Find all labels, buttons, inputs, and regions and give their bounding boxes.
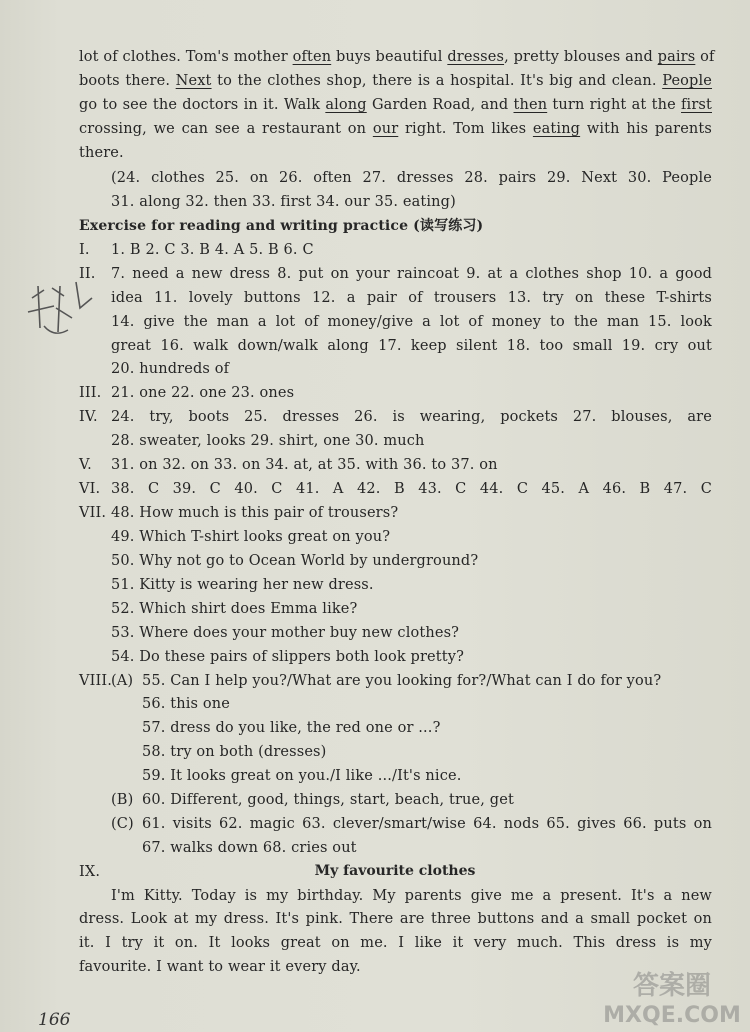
section-II-line-2: idea 11. lovely buttons 12. a pair of trousers 13. try on these T-shirts	[111, 290, 712, 306]
composition-line-1: I'm Kitty. Today is my birthday. My parents give me a present. It's a new	[111, 888, 712, 904]
section-VII-line-7: 54. Do these pairs of slippers both look pretty?	[111, 649, 464, 665]
composition-title: My favourite clothes	[314, 863, 476, 879]
section-VIII-a-line-1: 55. Can I help you?/What are you looking for?/What can I do for you?	[142, 673, 662, 689]
section-II-line-5: 20. hundreds of	[111, 361, 230, 377]
section-V-num: V.	[79, 457, 92, 473]
passage-line-1: lot of clothes. Tom's mother often buys beautiful dresses, pretty blouses and pairs of	[79, 49, 715, 65]
section-VIII-a-line-4: 58. try on both (dresses)	[142, 744, 327, 760]
composition-line-2: dress. Look at my dress. It's pink. There are three buttons and a small pocket on	[79, 911, 712, 927]
section-VII-line-2: 49. Which T-shirt looks great on you?	[111, 529, 391, 545]
passage-line-5: there.	[79, 145, 124, 161]
composition-line-3: it. I try it on. It looks great on me. I like it very much. This dress is my	[79, 935, 712, 951]
page-number: 166	[38, 1010, 71, 1030]
section-VII-line-4: 51. Kitty is wearing her new dress.	[111, 577, 374, 593]
section-IX-num: IX.	[79, 864, 101, 880]
section-I	[79, 241, 712, 259]
section-VI-num: VI.	[79, 481, 101, 497]
svg-text:MXQE.COM: MXQE.COM	[603, 1003, 741, 1028]
section-IV-num: IV.	[79, 409, 98, 425]
section-II-line-1: 7. need a new dress 8. put on your raincoat 9. at a clothes shop 10. a good	[111, 266, 712, 282]
section-III-num: III.	[79, 385, 102, 401]
section-V-answers: 31. on 32. on 33. on 34. at, at 35. with 36. to 37. on	[111, 457, 498, 473]
exercise-heading: Exercise for reading and writing practice (读写练习)	[79, 218, 484, 234]
section-number: I.	[79, 242, 90, 258]
site-watermark-logo	[602, 966, 742, 1028]
section-VIII-a-line-2: 56. this one	[142, 696, 230, 712]
section-VIII-b-text: 60. Different, good, things, start, beach, true, get	[142, 792, 514, 808]
section-answers: 1. B 2. C 3. B 4. A 5. B 6. C	[111, 242, 314, 258]
section-VII-line-3: 50. Why not go to Ocean World by underground?	[111, 553, 479, 569]
section-VII-line-6: 53. Where does your mother buy new clothes?	[111, 625, 460, 641]
section-VII-num: VII.	[79, 505, 107, 521]
section-VIII-c-line-2: 67. walks down 68. cries out	[142, 840, 357, 856]
section-II-line-3: 14. give the man a lot of money/give a lot of money to the man 15. look	[111, 314, 712, 330]
section-VIII-b-label: (B)	[111, 792, 134, 808]
section-VIII-num: VIII.	[79, 673, 113, 689]
section-VIII-c-line-1: 61. visits 62. magic 63. clever/smart/wise 64. nods 65. gives 66. puts on	[142, 816, 712, 832]
section-VIII-a-label: (A)	[111, 673, 134, 689]
section-VII-line-5: 52. Which shirt does Emma like?	[111, 601, 358, 617]
passage-line-3: go to see the doctors in it. Walk along Garden Road, and then turn right at the first	[79, 97, 712, 113]
passage-line-2: boots there. Next to the clothes shop, there is a hospital. It's big and clean. People	[79, 73, 713, 89]
section-VI-answers: 38. C 39. C 40. C 41. A 42. B 43. C 44. C 45. A 46. B 47. C	[111, 481, 712, 497]
answers-top-line-1: (24. clothes 25. on 26. often 27. dresses 28. pairs 29. Next 30. People	[111, 170, 712, 186]
section-II-line-4: great 16. walk down/walk along 17. keep silent 18. too small 19. cry out	[111, 338, 712, 354]
answers-top-line-2: 31. along 32. then 33. first 34. our 35. eating)	[111, 194, 456, 210]
section-VIII-a-line-5: 59. It looks great on you./I like .../It's nice.	[142, 768, 462, 784]
composition-line-4: favourite. I want to wear it every day.	[79, 959, 361, 975]
section-VIII-c-label: (C)	[111, 816, 134, 832]
section-II-num: II.	[79, 266, 96, 282]
section-VII-line-1: 48. How much is this pair of trousers?	[111, 505, 399, 521]
svg-text:答案圈: 答案圈	[632, 971, 712, 1001]
section-IV-line-1: 24. try, boots 25. dresses 26. is wearing, pockets 27. blouses, are	[111, 409, 712, 425]
section-VIII-a-line-3: 57. dress do you like, the red one or ...?	[142, 720, 441, 736]
section-IV-line-2: 28. sweater, looks 29. shirt, one 30. much	[111, 433, 425, 449]
section-III-answers: 21. one 22. one 23. ones	[111, 385, 295, 401]
passage-line-4: crossing, we can see a restaurant on our right. Tom likes eating with his parents	[79, 121, 712, 137]
